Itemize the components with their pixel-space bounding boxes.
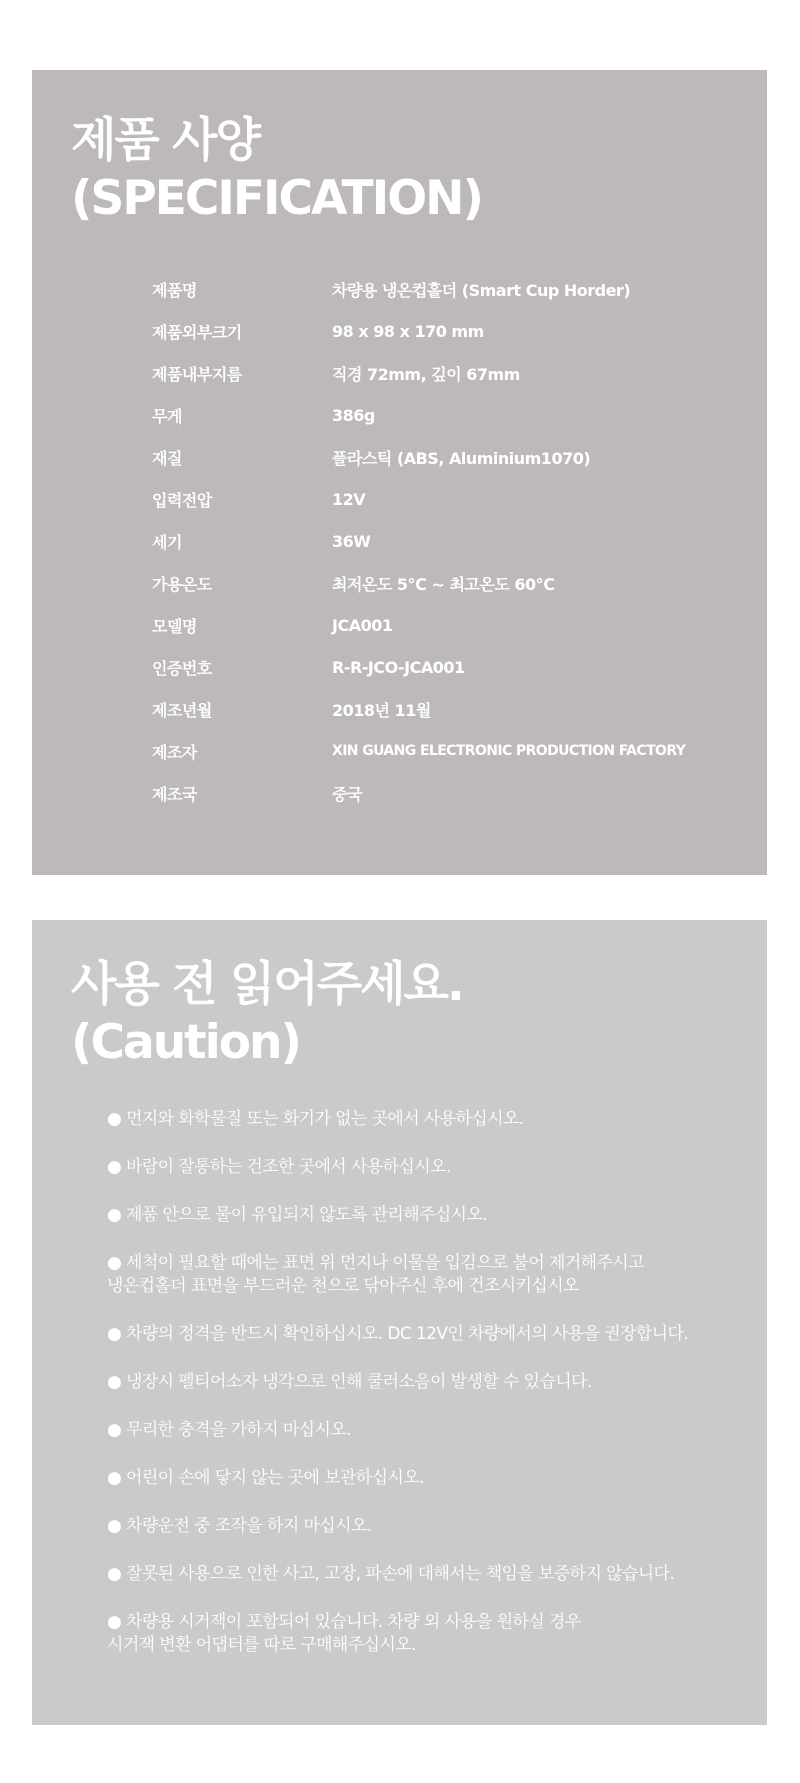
caution-item xyxy=(107,1108,757,1131)
spec-row xyxy=(152,604,732,646)
caution-item-text-continued: 시거잭 변환 어댑터를 따로 구매해주십시오. xyxy=(107,1635,416,1655)
spec-row xyxy=(152,478,732,520)
caution-item-text: ● 무리한 충격을 가하지 마십시오. xyxy=(107,1420,351,1440)
specification-panel xyxy=(32,70,767,875)
spec-value: XIN GUANG ELECTRONIC PRODUCTION FACTORY xyxy=(332,743,686,759)
caution-item-text-continued: 냉온컵홀더 표면을 부드러운 천으로 닦아주신 후에 건조시키십시오 xyxy=(107,1276,579,1296)
caution-panel xyxy=(32,920,767,1725)
spec-value: 중국 xyxy=(332,784,362,804)
caution-item xyxy=(107,1204,757,1227)
caution-item-text: ● 제품 안으로 물이 유입되지 않도록 관리해주십시오. xyxy=(107,1205,488,1225)
caution-item-text: ● 차량용 시거잭이 포함되어 있습니다. 차량 외 사용을 원하실 경우 xyxy=(107,1612,581,1632)
caution-item xyxy=(107,1371,757,1394)
spec-label: 제조자 xyxy=(152,742,197,762)
caution-title-korean: 사용 전 읽어주세요. xyxy=(71,957,463,1012)
caution-item-text: ● 바람이 잘통하는 건조한 곳에서 사용하십시오. xyxy=(107,1157,451,1177)
spec-row xyxy=(152,730,732,772)
spec-label: 제조년월 xyxy=(152,700,212,720)
specification-table xyxy=(152,268,732,814)
caution-item xyxy=(107,1156,757,1179)
spec-value: 플라스틱 (ABS, Aluminium1070) xyxy=(332,448,591,468)
spec-label: 제품내부지름 xyxy=(152,364,242,384)
caution-item xyxy=(107,1323,757,1346)
caution-item-text: ● 세척이 필요할 때에는 표면 위 먼지나 이물을 입김으로 불어 제거해주시고 xyxy=(107,1253,644,1273)
spec-label: 인증번호 xyxy=(152,658,212,678)
spec-row xyxy=(152,646,732,688)
caution-title xyxy=(71,956,463,1072)
specification-title-english: (SPECIFICATION) xyxy=(71,171,482,226)
caution-item-text: ● 냉장시 펠티어소자 냉각으로 인해 쿨러소음이 발생할 수 있습니다. xyxy=(107,1372,592,1392)
spec-row xyxy=(152,394,732,436)
spec-value: 차량용 냉온컵홀더 (Smart Cup Horder) xyxy=(332,280,631,300)
caution-item xyxy=(107,1611,757,1657)
spec-value: 36W xyxy=(332,531,371,551)
spec-label: 제품명 xyxy=(152,280,197,300)
spec-label: 재질 xyxy=(152,448,182,468)
spec-label: 입력전압 xyxy=(152,490,212,510)
spec-row xyxy=(152,352,732,394)
spec-label: 모델명 xyxy=(152,616,197,636)
spec-value: JCA001 xyxy=(332,615,393,635)
caution-item xyxy=(107,1515,757,1538)
caution-title-english: (Caution) xyxy=(71,1015,300,1070)
spec-label: 세기 xyxy=(152,532,182,552)
spec-row xyxy=(152,520,732,562)
spec-value: R-R-JCO-JCA001 xyxy=(332,657,465,677)
specification-title-korean: 제품 사양 xyxy=(71,113,259,168)
spec-value: 12V xyxy=(332,489,366,509)
spec-value: 최저온도 5℃ ~ 최고온도 60℃ xyxy=(332,574,555,594)
caution-item-text: ● 어린이 손에 닿지 않는 곳에 보관하십시오. xyxy=(107,1468,424,1488)
spec-row xyxy=(152,310,732,352)
caution-list xyxy=(107,1108,757,1682)
spec-row xyxy=(152,772,732,814)
spec-row xyxy=(152,268,732,310)
spec-label: 제조국 xyxy=(152,784,197,804)
caution-item-text: ● 차량운전 중 조작을 하지 마십시오. xyxy=(107,1516,372,1536)
spec-value: 직경 72mm, 깊이 67mm xyxy=(332,364,520,384)
caution-item xyxy=(107,1252,757,1298)
spec-value: 2018년 11월 xyxy=(332,700,431,720)
caution-item-text: ● 차량의 정격을 반드시 확인하십시오. DC 12V인 차량에서의 사용을 권장합니다. xyxy=(107,1324,689,1344)
caution-item xyxy=(107,1563,757,1586)
spec-label: 무게 xyxy=(152,406,182,426)
specification-title xyxy=(71,112,482,228)
spec-label: 가용온도 xyxy=(152,574,212,594)
spec-value: 386g xyxy=(332,405,375,425)
caution-item xyxy=(107,1467,757,1490)
spec-row xyxy=(152,688,732,730)
spec-label: 제품외부크기 xyxy=(152,322,242,342)
caution-item-text: ● 잘못된 사용으로 인한 사고, 고장, 파손에 대해서는 책임을 보증하지 않습니다. xyxy=(107,1564,675,1584)
caution-item xyxy=(107,1419,757,1442)
caution-item-text: ● 먼지와 화학물질 또는 화기가 없는 곳에서 사용하십시오. xyxy=(107,1109,524,1129)
spec-row xyxy=(152,436,732,478)
spec-row xyxy=(152,562,732,604)
spec-value: 98 x 98 x 170 mm xyxy=(332,321,484,341)
